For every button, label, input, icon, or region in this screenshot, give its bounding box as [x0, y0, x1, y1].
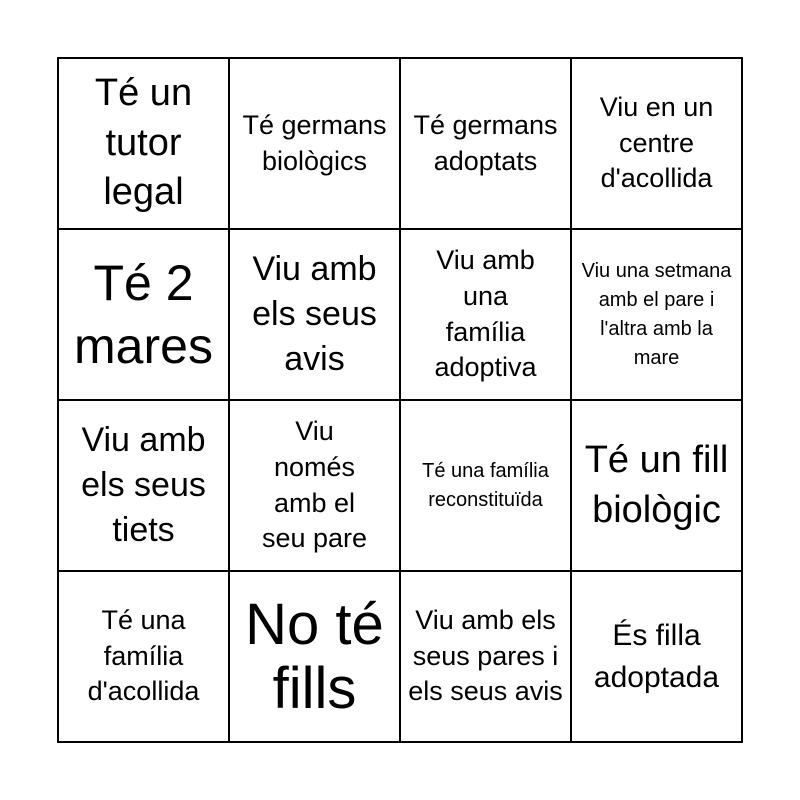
bingo-cell[interactable]	[571, 229, 742, 400]
bingo-cell[interactable]	[229, 229, 400, 400]
bingo-cell[interactable]	[400, 400, 571, 571]
bingo-cell[interactable]	[571, 58, 742, 229]
bingo-cell-text: Té 2 mares	[74, 255, 213, 374]
bingo-cell-text: És filla adoptada	[593, 618, 720, 694]
bingo-cell-text: Viu una setmana amb el pare i l'altra amb la mare	[581, 259, 732, 369]
bingo-cell[interactable]	[229, 400, 400, 571]
bingo-cell-text: No té fills	[245, 591, 384, 721]
bingo-cell-text: Té un fill biològic	[584, 439, 729, 531]
bingo-cell[interactable]	[400, 229, 571, 400]
bingo-cell-text: Viu amb els seus tiets	[81, 421, 206, 549]
bingo-cell[interactable]	[229, 58, 400, 229]
bingo-card	[57, 57, 743, 743]
bingo-cell[interactable]	[229, 571, 400, 742]
bingo-cell-text: Viu amb els seus avis	[252, 250, 377, 378]
bingo-cell-text: Viu només amb el seu pare	[261, 416, 368, 554]
bingo-cell-text: Té germans biològics	[242, 109, 387, 176]
bingo-cell[interactable]	[58, 58, 229, 229]
bingo-cell[interactable]	[571, 400, 742, 571]
bingo-cell-text: Té una família d'acollida	[87, 605, 200, 707]
bingo-cell[interactable]	[400, 58, 571, 229]
bingo-cell-text: Viu amb els seus pares i els seus avis	[408, 605, 563, 707]
bingo-cell[interactable]	[58, 229, 229, 400]
bingo-cell[interactable]	[571, 571, 742, 742]
bingo-cell[interactable]	[58, 400, 229, 571]
bingo-cell-text: Viu en un centre d'acollida	[599, 92, 714, 194]
bingo-cell-text: Té un tutor legal	[94, 72, 193, 214]
bingo-cell[interactable]	[400, 571, 571, 742]
bingo-cell-text: Té germans adoptats	[413, 109, 558, 176]
bingo-cell[interactable]	[58, 571, 229, 742]
bingo-cell-text: Té una família reconstituïda	[422, 459, 549, 511]
bingo-cell-text: Viu amb una família adoptiva	[434, 245, 537, 383]
